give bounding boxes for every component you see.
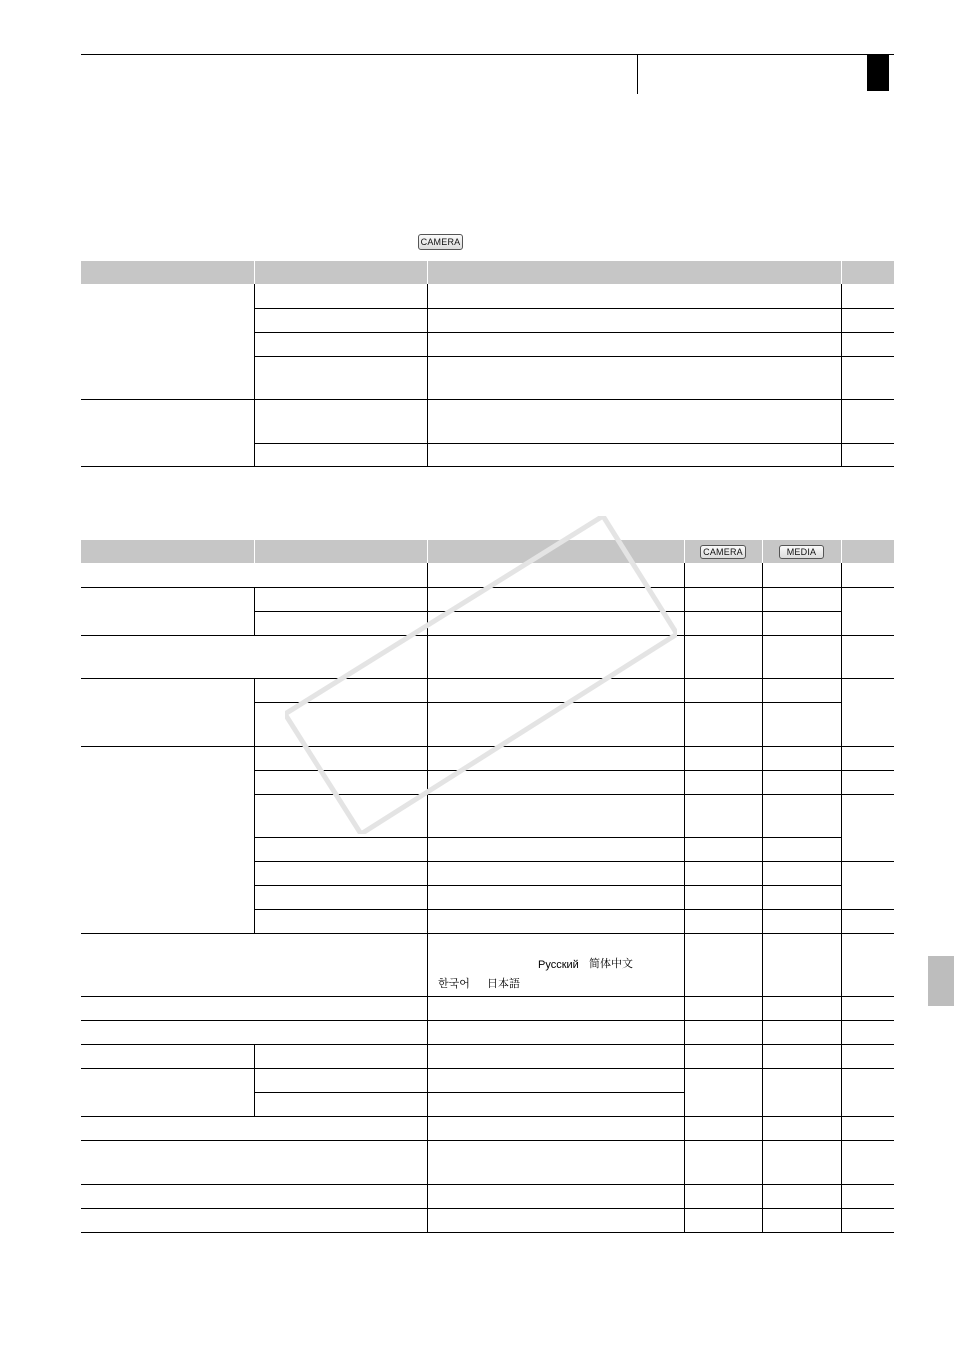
table-row: [81, 1044, 894, 1045]
table-header-row: [81, 540, 894, 563]
camera-mode-label: CAMERA: [420, 237, 461, 247]
page-header-divider: [637, 54, 638, 94]
table-row: [255, 443, 894, 444]
camera-mode-icon: [418, 234, 463, 250]
table-row: [255, 909, 894, 910]
table-row: [255, 702, 841, 703]
table-row: [255, 794, 894, 795]
page-header-rule: [81, 54, 894, 55]
table-row: [255, 332, 894, 333]
table-row: [255, 885, 841, 886]
table-row: [81, 399, 894, 400]
media-mode-label: MEDIA: [786, 547, 817, 557]
table-row: [255, 308, 894, 309]
language-korean: 한국어: [438, 978, 470, 990]
chapter-marker: [867, 55, 889, 91]
table-row: [81, 1184, 894, 1185]
table-row: [81, 678, 894, 679]
media-mode-icon: [779, 545, 824, 559]
table-header-row: [81, 261, 894, 284]
table-row: [255, 1092, 684, 1093]
table-row: [255, 611, 841, 612]
table-row: [81, 746, 894, 747]
table-row: [81, 1020, 894, 1021]
language-chinese-simplified: 简体中文: [589, 958, 633, 970]
table-row: [81, 635, 894, 636]
section-thumb-tab: [928, 956, 954, 1006]
copy-watermark: [285, 516, 677, 834]
table-row: [81, 587, 894, 588]
table-row: [255, 770, 894, 771]
language-russian: Русский: [538, 959, 579, 971]
table-row: [81, 1140, 894, 1141]
camera-mode-icon: [700, 545, 746, 559]
table-row: [255, 356, 894, 357]
table-row: [255, 861, 894, 862]
table-row: [81, 1068, 894, 1069]
language-japanese: 日本語: [487, 978, 520, 990]
camera-mode-label: CAMERA: [703, 547, 743, 557]
table-bottom-rule: [81, 1232, 894, 1233]
table-row: [81, 933, 894, 934]
table-row: [255, 837, 841, 838]
table-row: [81, 1208, 894, 1209]
table-row: [81, 996, 894, 997]
table-bottom-rule: [81, 466, 894, 467]
table-row: [81, 1116, 894, 1117]
